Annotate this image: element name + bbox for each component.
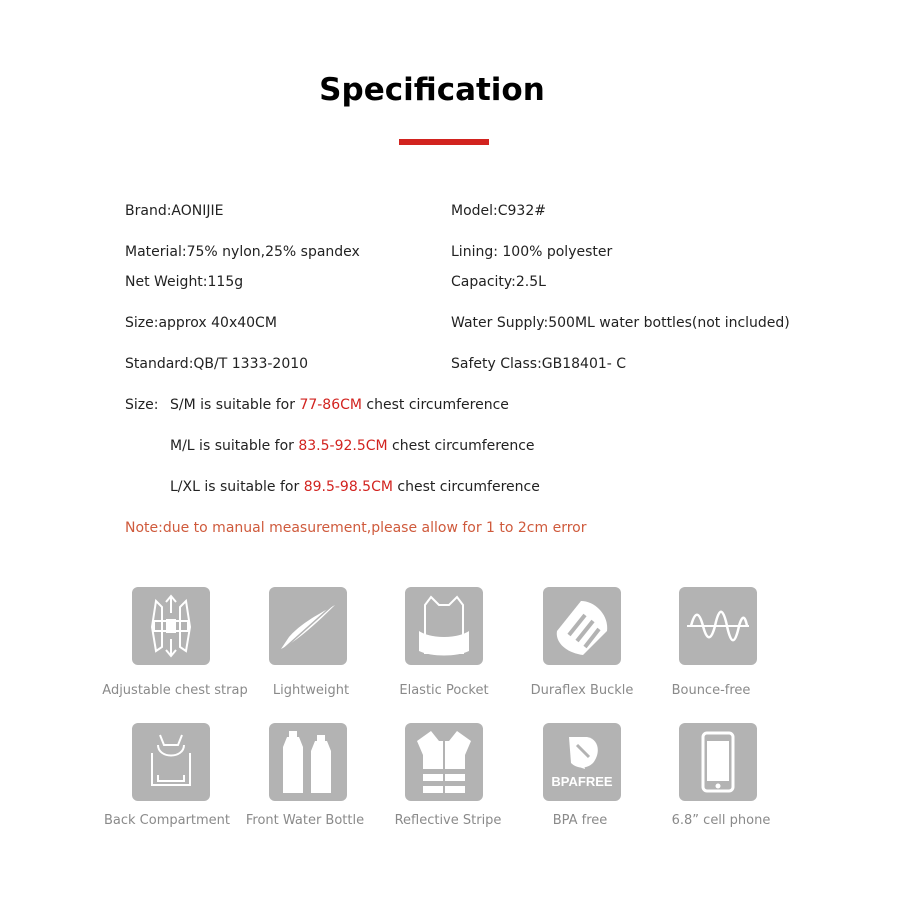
- bpa-free-icon-text: BPAFREE: [551, 774, 613, 789]
- spec-capacity: Capacity:2.5L: [451, 274, 546, 290]
- size-row-lxl: [170, 479, 540, 495]
- size-range: 89.5-98.5CM: [303, 479, 393, 495]
- size-suffix: chest circumference: [392, 479, 540, 495]
- title-underline: [399, 139, 489, 145]
- feature-label: Front Water Bottle: [245, 813, 365, 828]
- spec-net-weight: Net Weight:115g: [125, 274, 244, 290]
- size-text: is suitable for: [195, 397, 300, 413]
- feature-label: Lightweight: [272, 683, 350, 698]
- size-suffix: chest circumference: [387, 438, 535, 454]
- size-name: S/M: [170, 397, 196, 413]
- feature-label: Reflective Stripe: [394, 813, 502, 828]
- bpa-free-icon: [543, 723, 621, 801]
- size-text: is suitable for: [194, 438, 299, 454]
- feature-label: BPA free: [552, 813, 608, 828]
- feature-label: Duraflex Buckle: [530, 683, 634, 698]
- feature-label: Back Compartment: [103, 813, 231, 828]
- feature-label: Bounce-free: [671, 683, 751, 698]
- measurement-note: Note:due to manual measurement,please allow for 1 to 2cm error: [125, 520, 587, 536]
- wave-icon: [679, 587, 757, 665]
- spec-safety-class: Safety Class:GB18401- C: [451, 356, 627, 372]
- feature-label: 6.8” cell phone: [671, 813, 771, 828]
- size-name: M/L: [170, 438, 195, 454]
- size-suffix: chest circumference: [361, 397, 509, 413]
- back-compartment-icon: [132, 723, 210, 801]
- size-row-sm: [170, 397, 509, 413]
- size-name: L/XL: [170, 479, 200, 495]
- vest-pocket-icon: [405, 587, 483, 665]
- page-title: Specification: [319, 72, 545, 108]
- chest-strap-icon: [132, 587, 210, 665]
- size-chart-label: Size:: [125, 397, 159, 413]
- size-text: is suitable for: [204, 479, 304, 495]
- size-range: 77-86CM: [299, 397, 362, 413]
- spec-model: Model:C932#: [451, 203, 546, 219]
- cell-phone-icon: [679, 723, 757, 801]
- feature-label: Adjustable chest strap: [102, 683, 248, 698]
- spec-standard: Standard:QB/T 1333-2010: [125, 356, 309, 372]
- reflective-vest-icon: [405, 723, 483, 801]
- feature-label: Elastic Pocket: [399, 683, 489, 698]
- spec-size: Size:approx 40x40CM: [125, 315, 277, 331]
- size-range: 83.5-92.5CM: [298, 438, 388, 454]
- size-row-ml: [170, 438, 535, 454]
- spec-brand: Brand:AONIJIE: [125, 203, 224, 219]
- spec-water-supply: Water Supply:500ML water bottles(not included): [451, 315, 790, 331]
- feather-icon: [269, 587, 347, 665]
- spec-material: Material:75% nylon,25% spandex: [125, 244, 360, 260]
- buckle-icon: [543, 587, 621, 665]
- water-bottle-icon: [269, 723, 347, 801]
- spec-lining: Lining: 100% polyester: [451, 244, 613, 260]
